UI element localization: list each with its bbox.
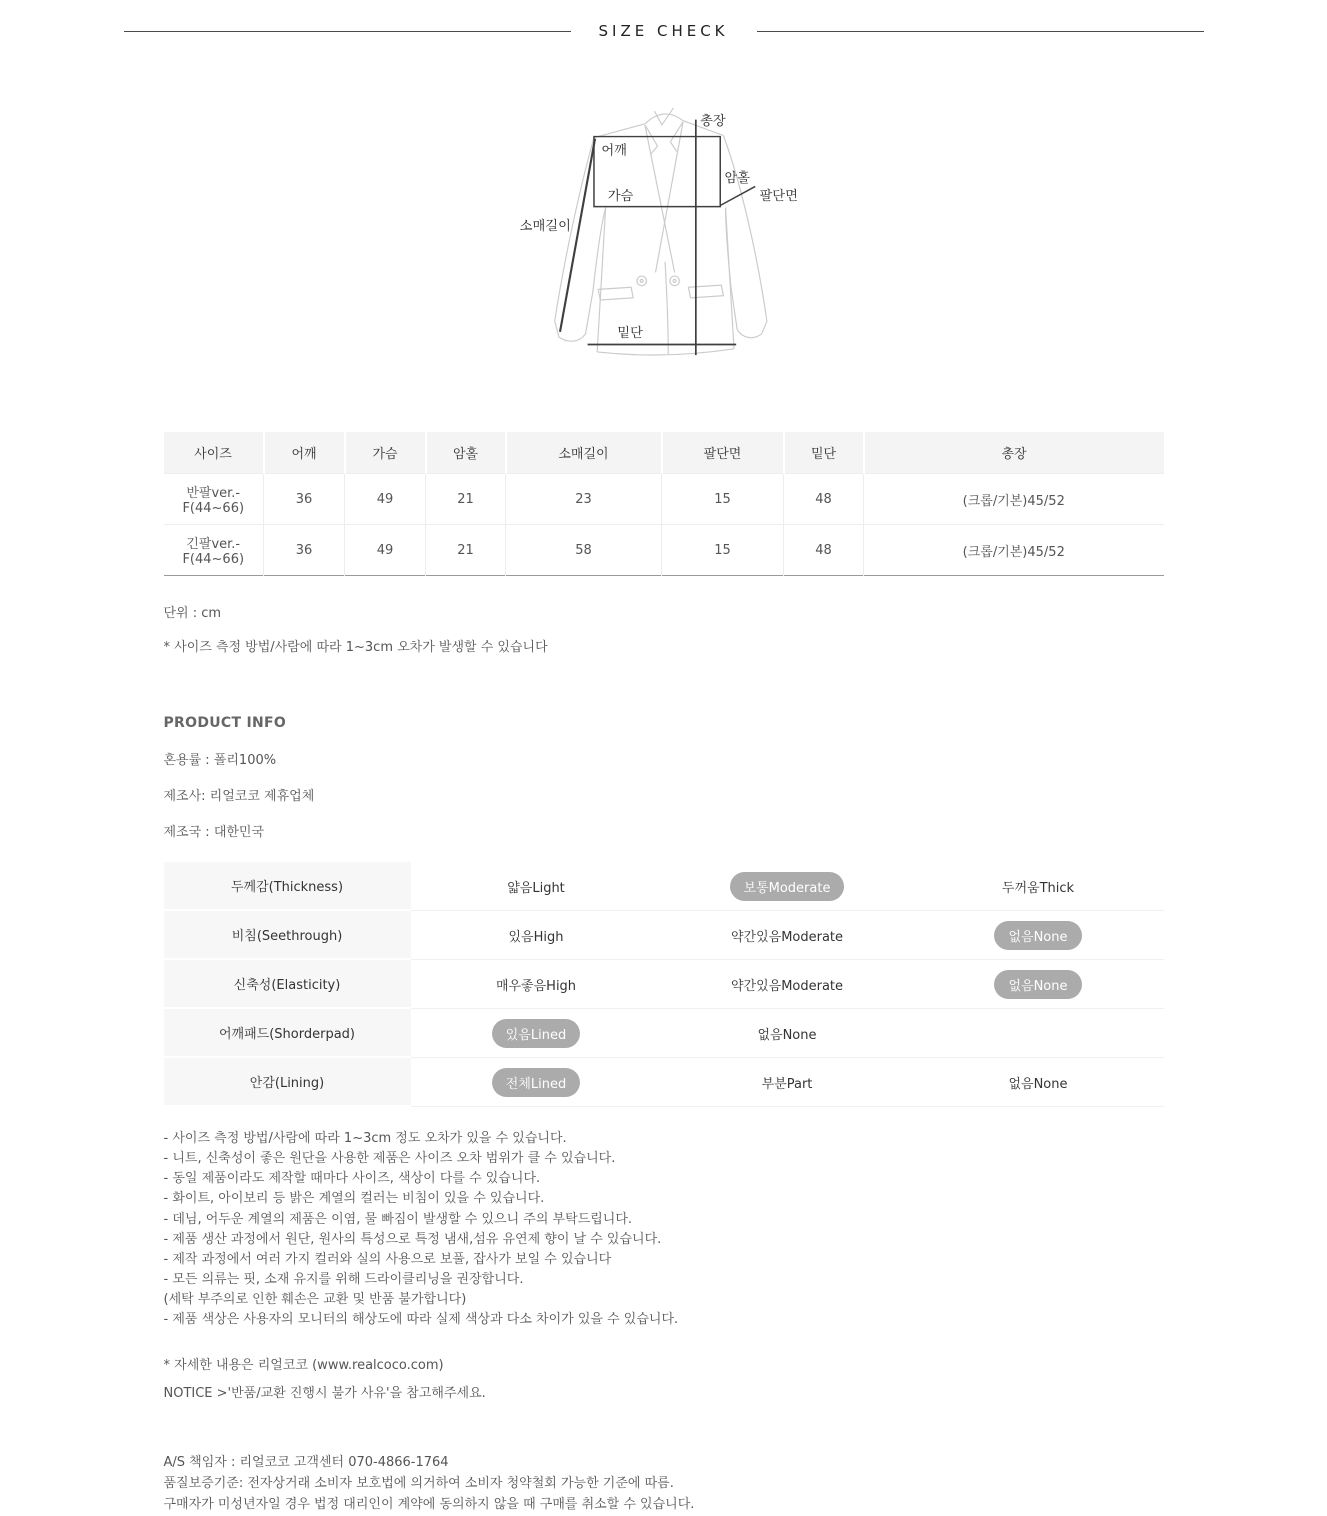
option-lining-part: 부분Part — [761, 1076, 813, 1092]
detail-note: * 자세한 내용은 리얼코코 (www.realcoco.com) — [163, 1358, 444, 1374]
label-sleeve-length: 소매길이 — [519, 218, 571, 234]
product-info-heading: PRODUCT INFO — [163, 715, 287, 731]
product-info-section — [164, 715, 1164, 840]
size-notes — [164, 602, 1164, 655]
size-table-header-row — [164, 432, 1164, 474]
attr-row-lining — [164, 1058, 1164, 1107]
attr-label: 두께감(Thickness) — [164, 862, 411, 911]
attr-label: 안감(Lining) — [164, 1058, 411, 1107]
notice-note: NOTICE >'반품/교환 진행시 불가 사유'을 참고해주세요. — [163, 1386, 486, 1402]
label-armhole: 암홀 — [723, 171, 750, 187]
option-thickness-light: 얇음Light — [507, 880, 565, 896]
option-seethrough-high: 있음High — [508, 929, 564, 945]
minor-purchase-line: 구매자가 미성년자일 경우 법정 대리인이 계약에 동의하지 않을 때 구매를 취소할 수 있습니다. — [163, 1497, 695, 1512]
jacket-outline — [554, 108, 766, 355]
col-sleeve-hem: 팔단면 — [662, 432, 784, 474]
attr-options — [411, 960, 1164, 1009]
col-armhole: 암홀 — [426, 432, 506, 474]
cell-sleeve-hem: 15 — [662, 474, 784, 525]
option-thickness-moderate: 보통Moderate — [730, 872, 845, 901]
footer-notes — [164, 1354, 1164, 1401]
option-shoulderpad-lined: 있음Lined — [492, 1019, 580, 1048]
size-table-section — [164, 432, 1164, 576]
cell-hem: 48 — [784, 525, 864, 576]
label-sleeve-hem: 팔단면 — [758, 189, 798, 205]
cell-armhole: 21 — [426, 525, 506, 576]
attr-row-seethrough — [164, 911, 1164, 960]
cell-shoulder: 36 — [264, 525, 345, 576]
section-title-row — [124, 22, 1204, 40]
mixture-line: 혼용률 : 폴리100% — [163, 753, 277, 768]
cell-hem: 48 — [784, 474, 864, 525]
care-note: - 니트, 신축성이 좋은 원단을 사용한 제품은 사이즈 오차 범위가 클 수 있습니다. — [163, 1151, 616, 1167]
label-hem: 밑단 — [616, 326, 643, 342]
cell-chest: 49 — [345, 474, 426, 525]
col-sleeve-length: 소매길이 — [506, 432, 662, 474]
care-note: - 제품 생산 과정에서 원단, 원사의 특성으로 특정 냄새,섬유 유연제 향이 날 수 있습니다. — [163, 1231, 662, 1247]
cell-shoulder: 36 — [264, 474, 345, 525]
cell-sleeve-length: 58 — [506, 525, 662, 576]
col-shoulder: 어깨 — [264, 432, 345, 474]
col-total-length: 총장 — [864, 432, 1164, 474]
option-shoulderpad-none: 없음None — [757, 1027, 817, 1043]
attr-options — [411, 862, 1164, 911]
table-row — [164, 474, 1164, 525]
unit-note: 단위 : cm — [163, 606, 222, 621]
care-note: - 제품 색상은 사용자의 모니터의 해상도에 따라 실제 색상과 다소 차이가 있을 수 있습니다. — [163, 1312, 679, 1328]
cell-sleeve-length: 23 — [506, 474, 662, 525]
attr-options — [411, 1009, 1164, 1058]
care-note: - 데님, 어두운 계열의 제품은 이염, 물 빠짐이 발생할 수 있으니 주의 부탁드립니다. — [163, 1211, 633, 1227]
care-note: - 사이즈 측정 방법/사람에 따라 1~3cm 정도 오차가 있을 수 있습니다. — [163, 1131, 567, 1146]
warranty-line: 품질보증기준: 전자상거래 소비자 보호법에 의거하여 소비자 청약철회 가능한 기준에 따름. — [163, 1476, 674, 1492]
care-notes-list — [164, 1129, 1164, 1330]
option-elasticity-none: 없음None — [994, 970, 1081, 999]
jacket-diagram-svg — [514, 92, 814, 370]
attr-row-thickness — [164, 862, 1164, 911]
attr-label: 신축성(Elasticity) — [164, 960, 411, 1009]
option-seethrough-moderate: 약간있음Moderate — [730, 929, 844, 945]
care-note: - 제작 과정에서 여러 가지 컬러와 실의 사용으로 보풀, 잡사가 보일 수 있습니다 — [163, 1251, 612, 1267]
as-info-block — [164, 1453, 1164, 1515]
cell-armhole: 21 — [426, 474, 506, 525]
label-total-length: 총장 — [699, 113, 726, 129]
size-table — [164, 432, 1164, 576]
attr-row-shoulderpad — [164, 1009, 1164, 1058]
as-manager-line: A/S 책임자 : 리얼코코 고객센터 070-4866-1764 — [163, 1455, 449, 1471]
cell-total-length: (크롭/기본)45/52 — [864, 525, 1164, 576]
cell-chest: 49 — [345, 525, 426, 576]
table-row — [164, 525, 1164, 576]
col-chest: 가슴 — [345, 432, 426, 474]
page-title: SIZE CHECK — [598, 22, 729, 40]
care-note: - 화이트, 아이보리 등 밝은 계열의 컬러는 비침이 있을 수 있습니다. — [163, 1191, 545, 1207]
manufacturer-line: 제조사: 리얼코코 제휴업체 — [163, 789, 315, 804]
attr-label: 어깨패드(Shorderpad) — [164, 1009, 411, 1058]
jacket-measure-diagram — [0, 92, 1327, 370]
attr-options — [411, 1058, 1164, 1107]
attribute-table — [164, 862, 1164, 1107]
option-seethrough-none: 없음None — [994, 921, 1081, 950]
care-note: - 동일 제품이라도 제작할 때마다 사이즈, 색상이 다를 수 있습니다. — [163, 1171, 541, 1187]
option-lining-full: 전체Lined — [492, 1068, 580, 1097]
care-note: (세탁 부주의로 인한 훼손은 교환 및 반품 불가합니다) — [163, 1292, 467, 1308]
option-thickness-thick: 두꺼움Thick — [1001, 880, 1075, 896]
label-shoulder: 어깨 — [600, 143, 627, 159]
attr-options — [411, 911, 1164, 960]
col-hem: 밑단 — [784, 432, 864, 474]
option-elasticity-moderate: 약간있음Moderate — [730, 978, 844, 994]
tolerance-note: * 사이즈 측정 방법/사람에 따라 1~3cm 오차가 발생할 수 있습니다 — [163, 640, 548, 655]
country-line: 제조국 : 대한민국 — [163, 825, 265, 840]
cell-sleeve-hem: 15 — [662, 525, 784, 576]
label-chest: 가슴 — [607, 189, 633, 205]
cell-total-length: (크롭/기본)45/52 — [864, 474, 1164, 525]
option-lining-none: 없음None — [1008, 1076, 1068, 1092]
care-note: - 모든 의류는 핏, 소재 유지를 위해 드라이클리닝을 권장합니다. — [163, 1271, 524, 1287]
col-size: 사이즈 — [164, 432, 264, 474]
cell-size: 긴팔ver.-F(44~66) — [164, 525, 264, 576]
option-elasticity-high: 매우좋음High — [495, 978, 577, 994]
title-rule-left — [124, 31, 571, 32]
attr-row-elasticity — [164, 960, 1164, 1009]
cell-size: 반팔ver.-F(44~66) — [164, 474, 264, 525]
title-rule-right — [757, 31, 1204, 32]
attr-label: 비침(Seethrough) — [164, 911, 411, 960]
